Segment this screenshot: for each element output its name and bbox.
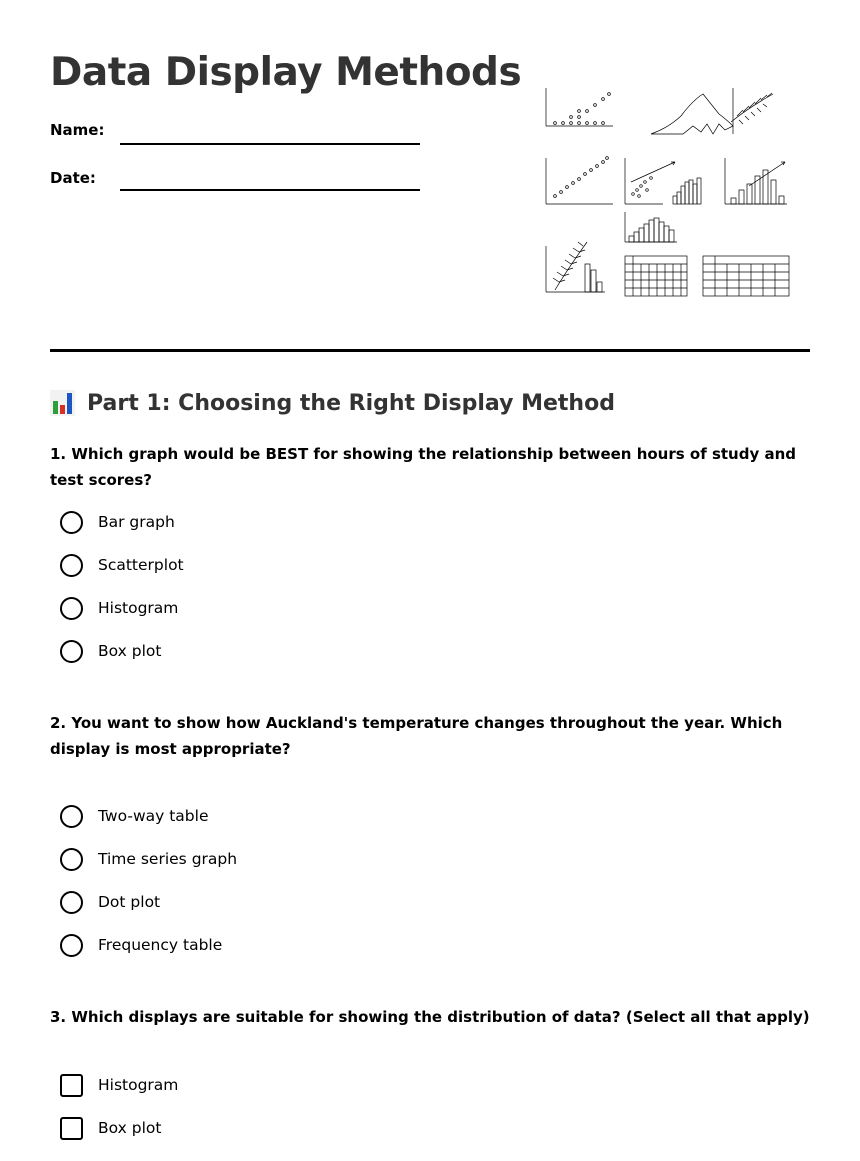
q3-option-histogram[interactable]	[60, 1072, 178, 1098]
checkbox[interactable]	[60, 1117, 83, 1140]
option-label: Two-way table	[98, 807, 209, 825]
option-label: Box plot	[98, 1119, 162, 1137]
option-label: Histogram	[98, 599, 179, 617]
q3-option-box-plot[interactable]	[60, 1115, 161, 1141]
bar-chart-icon	[50, 390, 75, 416]
option-label: Box plot	[98, 642, 162, 660]
q2-option-dot-plot[interactable]	[60, 889, 160, 915]
radio-button[interactable]	[60, 891, 83, 914]
name-label: Name:	[50, 121, 105, 139]
radio-button[interactable]	[60, 554, 83, 577]
name-blank-line[interactable]	[120, 143, 420, 145]
part1-heading	[50, 390, 615, 416]
thumb-dot-plot	[546, 88, 613, 126]
q1-option-scatterplot[interactable]	[60, 552, 184, 578]
radio-button[interactable]	[60, 597, 83, 620]
question-3-text: 3. Which displays are suitable for showing the distribution of data? (Select all that apply)	[50, 1008, 810, 1026]
thumb-fern-bars	[546, 242, 605, 292]
q1-option-bar-graph[interactable]	[60, 509, 175, 535]
option-label: Time series graph	[98, 850, 238, 868]
thumb-bar-trend	[725, 158, 787, 204]
q2-option-two-way-table[interactable]	[60, 803, 208, 829]
thumb-histogram	[625, 212, 677, 242]
thumb-grid-table	[625, 256, 687, 296]
radio-button[interactable]	[60, 805, 83, 828]
radio-button[interactable]	[60, 848, 83, 871]
radio-button[interactable]	[60, 511, 83, 534]
question-2-text: 2. You want to show how Auckland's temperature changes throughout the year. Which display is most appropriate?	[50, 714, 783, 758]
thumb-scatterplot	[546, 157, 613, 204]
question-1-text: 1. Which graph would be BEST for showing the relationship between hours of study and test scores?	[50, 445, 797, 489]
option-label: Dot plot	[98, 893, 161, 911]
option-label: Frequency table	[98, 936, 223, 954]
option-label: Bar graph	[98, 513, 175, 531]
date-label: Date:	[50, 169, 96, 187]
date-blank-line[interactable]	[120, 189, 420, 191]
worksheet-header	[50, 0, 810, 352]
q2-option-time-series-graph[interactable]	[60, 846, 237, 872]
radio-button[interactable]	[60, 640, 83, 663]
option-label: Histogram	[98, 1076, 179, 1094]
thumb-two-way-table	[703, 256, 789, 296]
q2-option-frequency-table[interactable]	[60, 932, 222, 958]
graph-thumbnails-illustration	[543, 86, 793, 300]
part1-heading-text: Part 1: Choosing the Right Display Method	[87, 390, 615, 416]
thumb-mountain-sketch	[651, 88, 773, 134]
option-label: Scatterplot	[98, 556, 184, 574]
radio-button[interactable]	[60, 934, 83, 957]
section-divider	[50, 349, 810, 352]
q1-option-histogram[interactable]	[60, 595, 178, 621]
page-title: Data Display Methods	[50, 50, 522, 95]
q1-option-box-plot[interactable]	[60, 638, 161, 664]
checkbox[interactable]	[60, 1074, 83, 1097]
thumb-scatter-histogram	[625, 158, 701, 204]
